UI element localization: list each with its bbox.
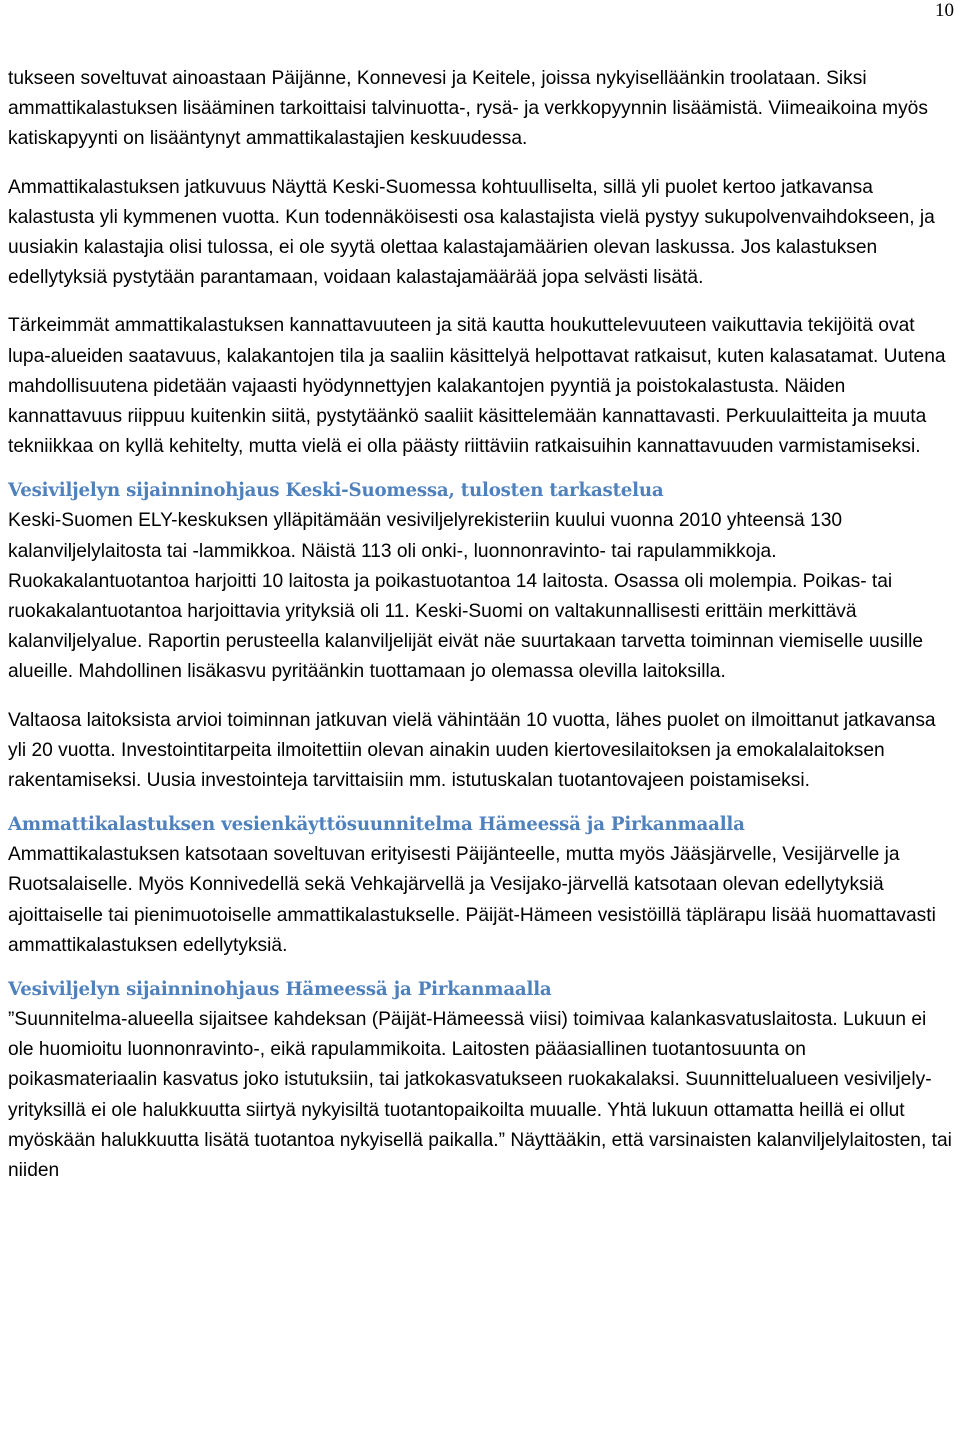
section-heading: Vesiviljelyn sijainninohjaus Hämeessä ja Pirkanmaalla bbox=[8, 979, 552, 1001]
paragraph: ”Suunnitelma-alueella sijaitsee kahdeksan (Päijät-Hämeessä viisi) toimivaa kalankasvatuslaitosta. Lukuun ei ole huomioitu luonnonravinto-, eikä rapulammikoita. Laitosten pääasiallinen tuotantosuunta on poikasmateriaalin kasvatus joko istutuksiin, tai jatkokasvatukseen ruokakalaksi. Suunnittelualueen vesiviljely-yrityksillä ei ole halukkuutta siirtyä nykyisiltä tuotantopaikoilta muualle. Yhtä lukuun ottamatta heillä ei ollut myöskään halukkuutta lisätä tuotantoa nykyisellä paikalla.” Näyttääkin, että varsinaisten kalanviljelylaitosten, tai niiden bbox=[8, 1009, 952, 1182]
paragraph: Ammattikalastuksen jatkuvuus Näyttä Keski-Suomessa kohtuulliselta, sillä yli puolet kertoo jatkavansa kalastusta yli kymmenen vuotta. Kun todennäköisesti osa kalastajista vielä pystyy sukupolvenvaihdokseen, ja uusiakin kalastajia olisi tulossa, ei ole syytä olettaa kalastajamäärien olevan laskussa. Jos kalastuksen edellytyksiä pystytään parantamaan, voidaan kalastajamäärää jopa selvästi lisätä. bbox=[8, 176, 935, 289]
page-content bbox=[8, 64, 956, 1186]
section-heading: Vesiviljelyn sijainninohjaus Keski-Suomessa, tulosten tarkastelua bbox=[8, 480, 664, 502]
paragraph: tukseen soveltuvat ainoastaan Päijänne, Konnevesi ja Keitele, joissa nykyiselläänkin troolataan. Siksi ammattikalastuksen lisääminen tarkoittaisi talvinuotta-, rysä- ja verkkopyynnin lisäämistä. Viimeaikoina myös katiskapyynti on lisääntynyt ammattikalastajien keskuudessa. bbox=[8, 68, 928, 150]
section-heading: Ammattikalastuksen vesienkäyttösuunnitelma Hämeessä ja Pirkanmaalla bbox=[8, 814, 745, 836]
paragraph: Ammattikalastuksen katsotaan soveltuvan erityisesti Päijänteelle, mutta myös Jääsjärvelle, Vesijärvelle ja Ruotsalaiselle. Myös Konnivedellä sekä Vehkajärvellä ja Vesijako-järvellä katsotaan olevan edellytyksiä ajoittaiselle tai pienimuotoiselle ammattikalastukselle. Päijät-Hämeen vesistöillä täplärapu lisää huomattavasti ammattikalastuksen edellytyksiä. bbox=[8, 844, 936, 956]
paragraph: Tärkeimmät ammattikalastuksen kannattavuuteen ja sitä kautta houkuttelevuuteen vaikuttavia tekijöitä ovat lupa-alueiden saatavuus, kalakantojen tila ja saaliin käsittelyä helpottavat ratkaisut, kuten kalasatamat. Uutena mahdollisuutena pidetään vajaasti hyödynnettyjen kalakantojen pyyntiä ja poistokalastusta. Näiden kannattavuus riippuu kuitenkin siitä, pystytäänkö saaliit käsittelemään kannattavasti. Perkuulaitteita ja muuta tekniikkaa on kyllä kehitelty, mutta vielä ei olla päästy riittäviin ratkaisuihin kannattavuuden varmistamiseksi. bbox=[8, 315, 946, 458]
paragraph: Valtaosa laitoksista arvioi toiminnan jatkuvan vielä vähintään 10 vuotta, lähes puolet on ilmoittanut jatkavansa yli 20 vuotta. Investointitarpeita ilmoitettiin olevan ainakin uuden kiertovesilaitoksen ja emokalalaitoksen rakentamiseksi. Uusia investointeja tarvittaisiin mm. istutuskalan tuotantovajeen poistamiseksi. bbox=[8, 709, 936, 792]
paragraph: Keski-Suomen ELY-keskuksen ylläpitämään vesiviljelyrekisteriin kuului vuonna 2010 yhteensä 130 kalanviljelylaitosta tai -lammikkoa. Näistä 113 oli onki-, luonnonravinto- tai rapulammikkoja. Ruokakalantuotantoa harjoitti 10 laitosta ja poikastuotantoa 14 laitosta. Osassa oli molempia. Poikas- tai ruokakalantuotantoa harjoittavia yrityksiä oli 11. Keski-Suomi on valtakunnallisesti erittäin merkittävä kalanviljelyalue. Raportin perusteella kalanviljelijät eivät näe suurtakaan tarvetta toiminnan viemiselle uusille alueille. Mahdollinen lisäkasvu pyritäänkin tuottamaan jo olemassa olevilla laitoksilla. bbox=[8, 510, 924, 683]
page-number: 10 bbox=[935, 0, 954, 21]
